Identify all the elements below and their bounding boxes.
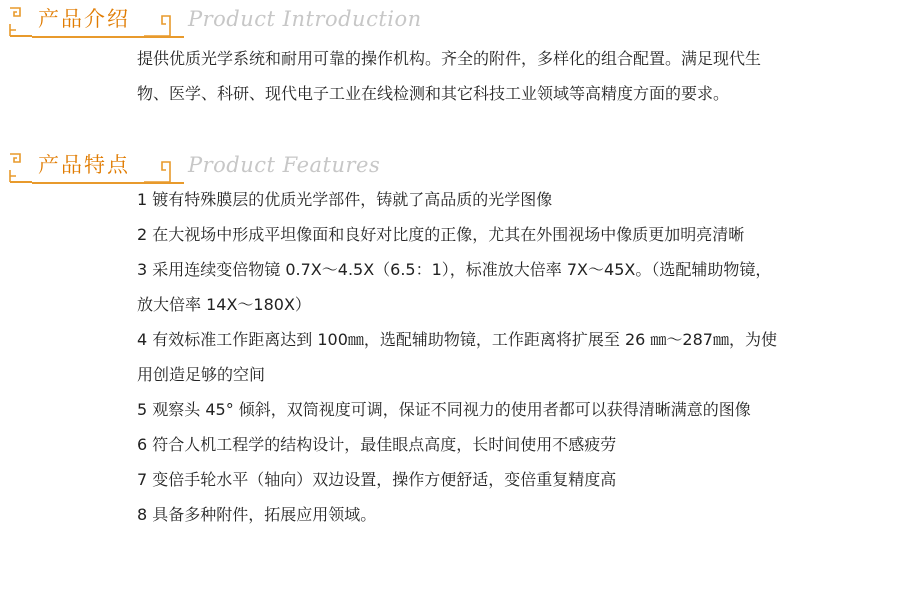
section-title-cn: 产品特点 bbox=[38, 153, 130, 177]
intro-paragraph: 提供优质光学系统和耐用可靠的操作机构。齐全的附件，多样化的组合配置。满足现代生物、医学、科研、现代电子工业在线检测和其它科技工业领域等高精度方面的要求。 bbox=[137, 49, 762, 103]
features-list bbox=[137, 182, 777, 532]
right-bracket-icon bbox=[142, 12, 184, 38]
section-header-intro bbox=[8, 2, 508, 38]
feature-item: 7 变倍手轮水平（轴向）双边设置，操作方便舒适，变倍重复精度高 bbox=[137, 470, 617, 489]
section-title-en: Product Features bbox=[188, 153, 381, 177]
feature-item: 5 观察头 45° 倾斜，双筒视度可调，保证不同视力的使用者都可以获得清晰满意的图像 bbox=[137, 400, 751, 419]
feature-item: 8 具备多种附件，拓展应用领域。 bbox=[137, 505, 377, 524]
feature-item: 3 采用连续变倍物镜 0.7X～4.5X（6.5：1），标准放大倍率 7X～45X。（选配辅助物镜，放大倍率 14X～180X） bbox=[137, 260, 772, 314]
corner-bracket-icon bbox=[8, 2, 34, 38]
feature-item: 4 有效标准工作距离达到 100㎜，选配辅助物镜，工作距离将扩展至 26 ㎜～287㎜，为使用创造足够的空间 bbox=[137, 330, 777, 384]
feature-item: 1 镀有特殊膜层的优质光学部件，铸就了高品质的光学图像 bbox=[137, 190, 553, 209]
section-header-features bbox=[8, 148, 508, 184]
intro-text-block bbox=[137, 41, 777, 111]
feature-item: 2 在大视场中形成平坦像面和良好对比度的正像，尤其在外围视场中像质更加明亮清晰 bbox=[137, 225, 745, 244]
feature-item: 6 符合人机工程学的结构设计，最佳眼点高度，长时间使用不感疲劳 bbox=[137, 435, 617, 454]
right-bracket-icon bbox=[142, 158, 184, 184]
corner-bracket-icon bbox=[8, 148, 34, 184]
section-title-en: Product Introduction bbox=[188, 7, 422, 31]
section-title-cn: 产品介绍 bbox=[38, 7, 130, 31]
